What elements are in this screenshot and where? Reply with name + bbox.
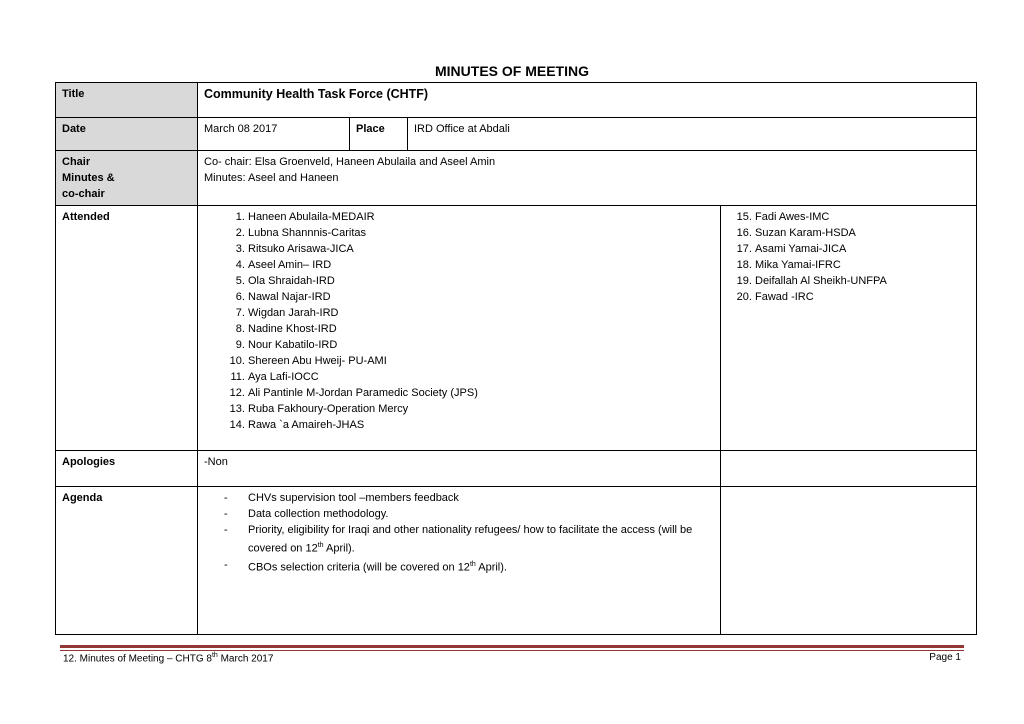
footer-rule-thin: [60, 650, 964, 651]
minutes-takers-text: Minutes: Aseel and Haneen: [204, 172, 339, 184]
minutes-table: [55, 82, 977, 635]
superscript: th: [211, 652, 218, 659]
attendee-item: 4. Aseel Amin– IRD: [248, 257, 714, 273]
agenda-item: - CHVs supervision tool –members feedback: [224, 490, 714, 506]
footer-ref-text: 12. Minutes of Meeting – CHTG 8: [63, 653, 212, 665]
agenda-item-text: Priority, eligibility for Iraqi and other nationality refugees/ how to facilitate the access (will be covered on 12: [248, 524, 693, 555]
superscript: th: [317, 542, 324, 549]
apologies-empty-cell: [721, 451, 977, 487]
attendee-item: 16. Suzan Karam-HSDA: [755, 225, 970, 241]
agenda-list: [204, 490, 714, 575]
meeting-date: March 08 2017: [198, 118, 350, 151]
attendee-item: 15. Fadi Awes-IMC: [755, 209, 970, 225]
agenda-cell: [198, 487, 721, 635]
meeting-place: IRD Office at Abdali: [408, 118, 977, 151]
attendee-item: 8. Nadine Khost-IRD: [248, 321, 714, 337]
attendee-item: 18. Mika Yamai-IFRC: [755, 257, 970, 273]
attendee-item: 17. Asami Yamai-JICA: [755, 241, 970, 257]
place-label: Place: [350, 118, 408, 151]
superscript: th: [469, 560, 476, 568]
footer-doc-ref: [63, 652, 273, 664]
agenda-item-text-end: April).: [478, 561, 507, 574]
attendee-item: 9. Nour Kabatilo-IRD: [248, 337, 714, 353]
attendees-right-cell: [721, 206, 977, 451]
attendees-left-cell: [198, 206, 721, 451]
date-label: Date: [56, 118, 198, 151]
attendee-item: 2. Lubna Shannnis-Caritas: [248, 225, 714, 241]
chair-label-line-2: Minutes &: [62, 172, 115, 184]
meeting-title: Community Health Task Force (CHTF): [198, 83, 977, 118]
attendee-item: 12. Ali Pantinle M-Jordan Paramedic Society (JPS): [248, 385, 714, 401]
attendee-item: 10. Shereen Abu Hweij- PU-AMI: [248, 353, 714, 369]
attendee-item: 11. Aya Lafi-IOCC: [248, 369, 714, 385]
agenda-item-text: CBOs selection criteria (will be covered on 12: [248, 561, 470, 574]
title-label: Title: [56, 83, 198, 118]
attendee-item: 7. Wigdan Jarah-IRD: [248, 305, 714, 321]
apologies-value: -Non: [198, 451, 721, 487]
chair-label-line-3: co-chair: [62, 188, 105, 200]
agenda-item: [224, 522, 714, 557]
chair-label-line-1: Chair: [62, 156, 91, 168]
attended-label: Attended: [56, 206, 198, 451]
apologies-label: Apologies: [56, 451, 198, 487]
cochair-text: Co- chair: Elsa Groenveld, Haneen Abulaila and Aseel Amin: [204, 156, 496, 168]
attendee-item: 1. Haneen Abulaila-MEDAIR: [248, 209, 714, 225]
attendee-item: 13. Ruba Fakhoury-Operation Mercy: [248, 401, 714, 417]
agenda-item-text-end: April).: [326, 542, 355, 555]
footer-rule-thick: [60, 645, 964, 648]
attendee-item: 6. Nawal Najar-IRD: [248, 289, 714, 305]
chair-value: [198, 151, 977, 206]
chair-label: [56, 151, 198, 206]
document-title: MINUTES OF MEETING: [435, 63, 589, 79]
attendee-item: 5. Ola Shraidah-IRD: [248, 273, 714, 289]
attendees-list-left: [204, 209, 714, 433]
attendee-item: 3. Ritsuko Arisawa-JICA: [248, 241, 714, 257]
agenda-item: - Data collection methodology.: [224, 506, 714, 522]
attendees-list-right: [727, 209, 970, 305]
attendee-item: 19. Deifallah Al Sheikh-UNFPA: [755, 273, 970, 289]
agenda-label: Agenda: [56, 487, 198, 635]
attendee-item: 20. Fawad -IRC: [755, 289, 970, 305]
agenda-item: [224, 557, 714, 576]
attendee-item: 14. Rawa `a Amaireh-JHAS: [248, 417, 714, 433]
page-number: Page 1: [929, 652, 961, 663]
agenda-empty-cell: [721, 487, 977, 635]
footer-ref-text-end: March 2017: [217, 653, 274, 665]
